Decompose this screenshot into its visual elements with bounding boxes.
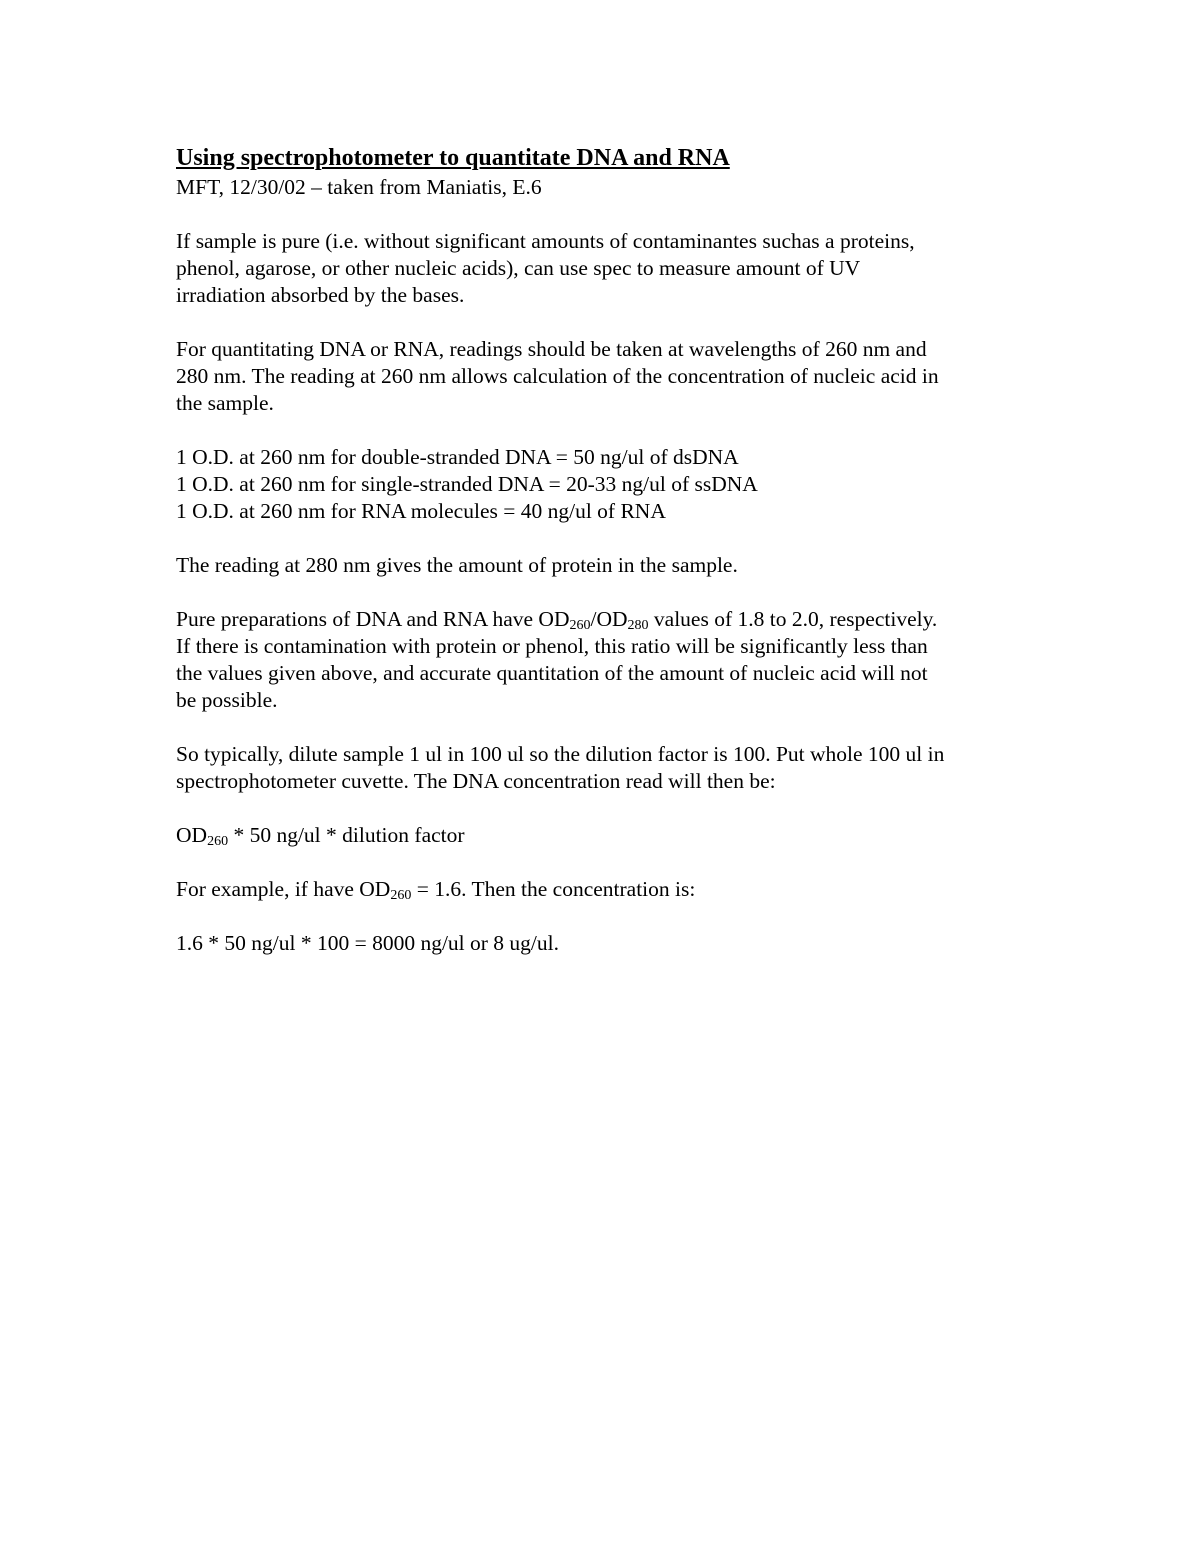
od-value-line: 1 O.D. at 260 nm for single-stranded DNA = 20-33 ng/ul of ssDNA <box>176 472 758 496</box>
intro-line: irradiation absorbed by the bases. <box>176 283 465 307</box>
purity-text: /OD <box>590 607 628 631</box>
intro-line: If sample is pure (i.e. without significant amounts of contaminantes suchas a proteins, <box>176 229 915 253</box>
formula-line <box>176 822 1036 849</box>
document-title: Using spectrophotometer to quantitate DNA and RNA <box>176 145 730 171</box>
example-text: = 1.6. Then the concentration is: <box>411 877 696 901</box>
subscript-280: 280 <box>627 618 649 633</box>
purity-line: be possible. <box>176 688 278 712</box>
od-value-line: 1 O.D. at 260 nm for RNA molecules = 40 ng/ul of RNA <box>176 499 666 523</box>
purity-paragraph <box>176 606 1036 714</box>
dilution-line: spectrophotometer cuvette. The DNA concentration read will then be: <box>176 769 776 793</box>
subscript-260: 260 <box>390 888 412 903</box>
document-subtitle: MFT, 12/30/02 – taken from Maniatis, E.6 <box>176 175 542 199</box>
dilution-line: So typically, dilute sample 1 ul in 100 ul so the dilution factor is 100. Put whole 100 ul in <box>176 742 945 766</box>
result-paragraph <box>176 930 1036 957</box>
document-page <box>176 142 1036 984</box>
purity-line <box>176 606 1036 633</box>
example-paragraph <box>176 876 1036 903</box>
intro-paragraph <box>176 228 1036 309</box>
result-line: 1.6 * 50 ng/ul * 100 = 8000 ng/ul or 8 ug/ul. <box>176 931 560 955</box>
spacer <box>176 201 1036 228</box>
intro-line: phenol, agarose, or other nucleic acids), can use spec to measure amount of UV <box>176 256 861 280</box>
dilution-paragraph <box>176 741 1036 795</box>
formula-text: * 50 ng/ul * dilution factor <box>228 823 465 847</box>
protein-paragraph <box>176 552 1036 579</box>
formula-paragraph <box>176 822 1036 849</box>
purity-text: values of 1.8 to 2.0, respectively. <box>648 607 938 631</box>
readings-line: the sample. <box>176 391 274 415</box>
purity-line: If there is contamination with protein or phenol, this ratio will be significantly less than <box>176 634 928 658</box>
readings-line: 280 nm. The reading at 260 nm allows calculation of the concentration of nucleic acid in <box>176 364 939 388</box>
purity-line: the values given above, and accurate quantitation of the amount of nucleic acid will not <box>176 661 928 685</box>
od-value-line: 1 O.D. at 260 nm for double-stranded DNA = 50 ng/ul of dsDNA <box>176 445 739 469</box>
od-values-paragraph <box>176 444 1036 525</box>
subscript-260: 260 <box>569 618 591 633</box>
example-text: For example, if have OD <box>176 877 391 901</box>
example-line <box>176 876 1036 903</box>
subscript-260: 260 <box>207 834 229 849</box>
purity-text: Pure preparations of DNA and RNA have OD <box>176 607 570 631</box>
protein-line: The reading at 280 nm gives the amount of protein in the sample. <box>176 553 738 577</box>
formula-text: OD <box>176 823 208 847</box>
readings-paragraph <box>176 336 1036 417</box>
readings-line: For quantitating DNA or RNA, readings should be taken at wavelengths of 260 nm and <box>176 337 927 361</box>
